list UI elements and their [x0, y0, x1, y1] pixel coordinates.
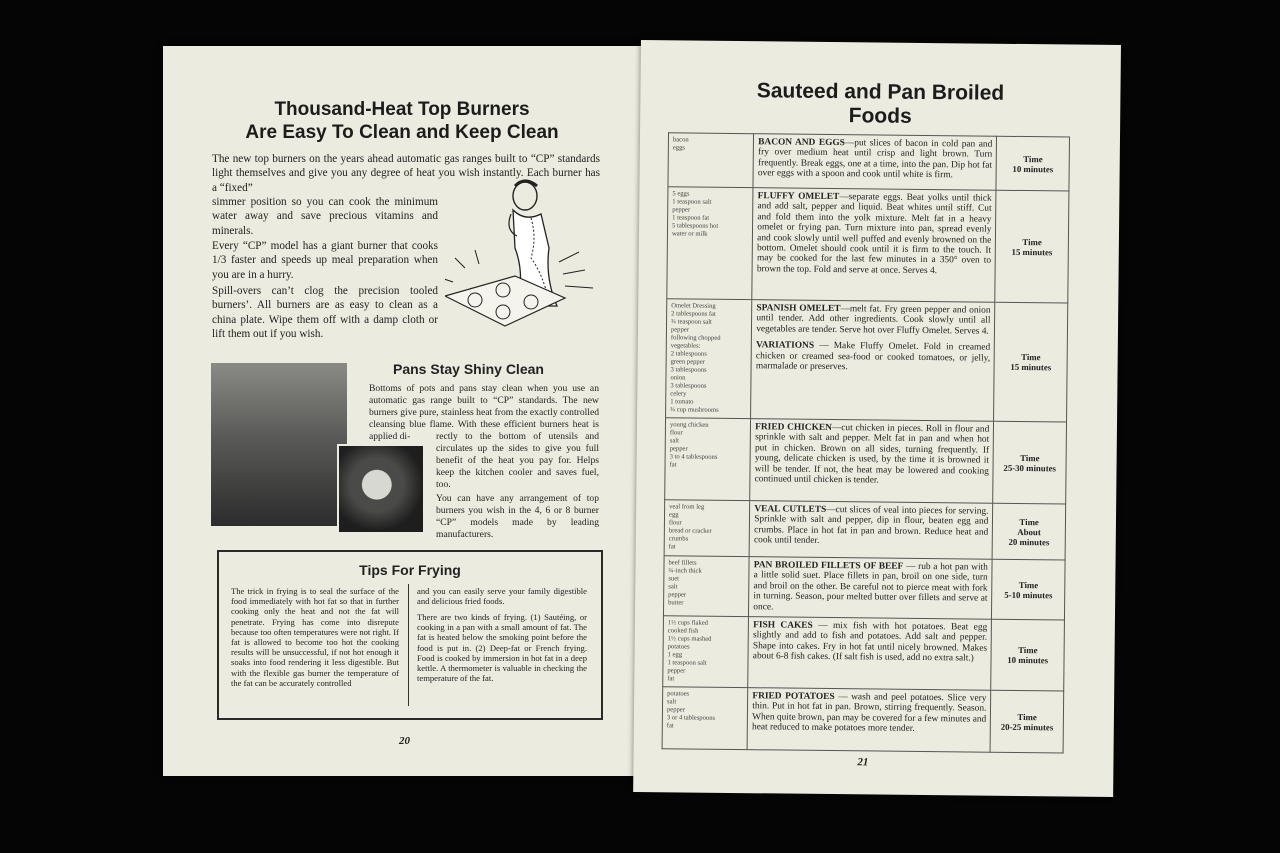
recipe-time: Time 15 minutes [994, 302, 1068, 422]
recipe-name: PAN BROILED FILLETS OF BEEF [753, 560, 904, 572]
spillover-paragraph: Spill-overs can’t clog the precision tooled burners’. All burners are as easy to clean as a china plate. Wipe them off with a damp cloth or lift them out if you wish. [212, 285, 438, 341]
woman-at-range-illustration [445, 178, 605, 328]
pans-paragraph-2: rectly to the bottom of utensils and circulates up the sides to give you full benefit of the heat you pay for. Helps keep the kitchen cooler and saves fuel, too. [436, 431, 599, 490]
recipe-text: —melt fat. Fry green pepper and onion until tender. Add other ingredients. Cook slowly until all vegetables are tender. Serve hot over Fluffy Omelet. Serves 4. [756, 304, 991, 337]
recipe-variation [756, 340, 990, 374]
recipe-row [665, 418, 1067, 504]
title-line-1: Thousand-Heat Top Burners [274, 99, 530, 120]
recipe-text: —put slices of bacon in cold pan and fry over medium heat until crisp and light brown. Turn frequently. Break eggs, one at a time, into the pan. Dip hot fat over eggs with a spoon and cook until white is firm. [757, 138, 993, 181]
pans-paragraph-3: You can have any arrangement of top burners you wish in the 4, 6 or 8 burner “CP” models made by leading manufacturers. [436, 493, 599, 540]
recipe-row [662, 687, 1064, 753]
recipe-row [667, 187, 1069, 303]
recipe-row [666, 299, 1068, 422]
recipe-directions [751, 300, 995, 422]
recipe-directions [752, 188, 996, 303]
recipe-ingredients: Omelet Dressing 2 tablespoons fat ¾ teaspoon salt pepper following chopped vegetables: 2 tablespoons green pepper 3 tablespoons onion 3 tablespoons celery 1 tomato ¾ cup mushrooms [666, 299, 752, 419]
recipe-time: Time 25-30 minutes [993, 421, 1066, 504]
recipe-row [668, 133, 1070, 191]
recipe-name: VEAL CUTLETS [754, 504, 827, 515]
title-line-2: Are Easy To Clean and Keep Clean [245, 122, 559, 143]
left-page-title [163, 98, 641, 144]
recipe-ingredients: veal from leg egg flour bread or cracker crumbs fat [664, 500, 750, 557]
recipe-ingredients: 1½ cups flaked cooked fish 1½ cups mashed potatoes 1 egg 1 teaspoon salt pepper fat [663, 616, 749, 688]
recipe-ingredients: beef fillets ¾-inch thick suet salt pepper butter [663, 556, 749, 617]
recipe-time: Time 20-25 minutes [990, 690, 1063, 753]
recipe-ingredients: bacon eggs [668, 133, 754, 188]
tips-column-1: The trick in frying is to seal the surface of the food immediately with hot fat so that in further cooking only the heat and not the fat will penetrate. Frying has come into disrepute because too often temperatures were not right. If fat is allowed to become too hot the cooking results will be unsuccessful, if not hot enough it soaks into food rendering it less digestible. But with the flexible gas burner the temperature of the fat can be accurately controlled [231, 586, 399, 688]
recipe-ingredients: potatoes salt pepper 3 or 4 tablespoons fat [662, 687, 748, 750]
variation-name: VARIATIONS [756, 340, 815, 352]
recipe-table [662, 132, 1070, 753]
tips-title: Tips For Frying [359, 562, 461, 578]
recipe-row [664, 500, 1066, 560]
recipe-time: Time 5-10 minutes [992, 559, 1065, 620]
recipe-name: FRIED CHICKEN [755, 422, 832, 434]
left-page [163, 46, 641, 776]
intro-paragraph-cont: simmer position so you can cook the minimum water away and save precious vitamins and minerals. [212, 196, 438, 237]
recipe-text: —cut slices of veal into pieces for serving. Sprinkle with salt and pepper, dip in flour, beaten egg and crumbs. Place in hot fat in pan and brown. Reduce heat and cook until tender. [753, 504, 989, 547]
pans-subtitle: Pans Stay Shiny Clean [393, 361, 544, 377]
recipe-directions [750, 419, 994, 504]
tips-box [217, 550, 603, 720]
page-number-left: 20 [399, 735, 410, 747]
variation-text: — Make Fluffy Omelet. Fold in creamed chicken or creamed sea-food or cooked tomatoes, or jelly, marmalade or preserves. [755, 341, 991, 373]
recipe-text: —separate eggs. Beat yolks until thick and add salt, pepper and liquid. Beat whites until stiff. Cut and fold them into the yolk mixture. Melt fat in a heavy omelet or frying pan. Turn mixture into pan, spread evenly and cook slowly until well puffed and evenly browned on the bottom. Omelet should cook until it is firm to the touch. It may be cooked for the last few minutes in a 350° oven to brown the top. Fold and serve at once. Serves 4. [756, 192, 992, 276]
recipe-name: BACON AND EGGS [758, 137, 845, 149]
recipe-row [663, 616, 1065, 691]
right-page [633, 40, 1121, 797]
recipe-ingredients: 5 eggs 1 teaspoon salt pepper 1 teaspoon fat 5 tablespoons hot water or milk [667, 187, 753, 300]
right-page-title [640, 78, 1120, 131]
recipe-time: Time 10 minutes [996, 136, 1069, 191]
recipe-text: — mix fish with hot potatoes. Beat egg slightly and add to fish and potatoes. Add salt and pepper. Shape into cakes. Fry in hot fat until nicely browned. Makes about 6-8 fish cakes. (If salt fish is used, add no extra salt.) [752, 620, 988, 664]
tips-column-2a: and you can easily serve your family digestible and delicious fried foods. [417, 586, 587, 607]
recipe-directions [749, 501, 993, 560]
recipe-text: — rub a hot pan with a little solid suet. Place fillets in pan, broil on one side, turn and broil on the other. Be careful not to pierce meat with fork in turning. Season, pour melted butter over fillets and serve at once. [753, 561, 988, 613]
recipe-name: FISH CAKES [753, 620, 813, 631]
recipe-ingredients: young chicken flour salt pepper 3 to 4 tablespoons fat [665, 418, 751, 501]
pans-paragraph-1: Bottoms of pots and pans stay clean when you use an automatic gas range built to “CP” standards. The new burners give pure, stainless heat from the exactly controlled cleansing blue flame. With these efficient burners heat is applied di- [369, 383, 599, 442]
kitchen-photo [211, 363, 347, 526]
recipe-time: Time 15 minutes [995, 190, 1069, 303]
tips-column-2b: There are two kinds of frying. (1) Sautéing, or cooking in a pan with a small amount of fat. The fat is heated below the smoking point before the food is put in. (2) Deep-fat or French frying. Food is cooked by immersion in hot fat in a deep kettle. A thermometer is valuable in checking the temperature of the fat. [417, 612, 587, 684]
recipe-directions [749, 557, 993, 620]
pan-reflection-photo [337, 444, 425, 534]
right-title-line-2: Foods [848, 104, 912, 128]
recipe-text: —cut chicken in pieces. Roll in flour and sprinkle with salt and pepper. Melt fat in pan and when hot put in chicken. Brown on all sides, turning frequently. If young, delicate chicken is used, by the time it is browned it will be tender. If not, the heat may be lowered and cooking continued until chicken is tender. [754, 423, 990, 486]
recipe-time: Time About 20 minutes [992, 503, 1065, 560]
recipe-row [663, 556, 1065, 620]
recipe-name: SPANISH OMELET [756, 303, 841, 315]
page-number-right: 21 [857, 756, 869, 769]
right-title-line-1: Sauteed and Pan Broiled [756, 79, 1005, 105]
recipe-name: FLUFFY OMELET [757, 191, 840, 203]
intro-paragraph: The new top burners on the years ahead automatic gas ranges built to “CP” standards light themselves and give you any degree of heat you wish instantly. Each burner has a “fixed” [212, 153, 600, 194]
recipe-time: Time 10 minutes [991, 619, 1064, 691]
recipe-directions [748, 617, 992, 691]
recipe-name: FRIED POTATOES [752, 691, 835, 703]
recipe-directions [747, 688, 991, 753]
giant-burner-paragraph: Every “CP” model has a giant burner that cooks 1/3 faster and speeds up meal preparation when you are in a hurry. [212, 240, 438, 281]
recipe-directions [753, 134, 997, 191]
tips-divider [408, 584, 409, 706]
recipe-text: — wash and peel potatoes. Slice very thin. Put in hot fat in pan. Brown, stirring frequently. Season. When quite brown, pan may be covered for a few minutes and heat reduced to make potatoes more tender. [752, 692, 987, 735]
